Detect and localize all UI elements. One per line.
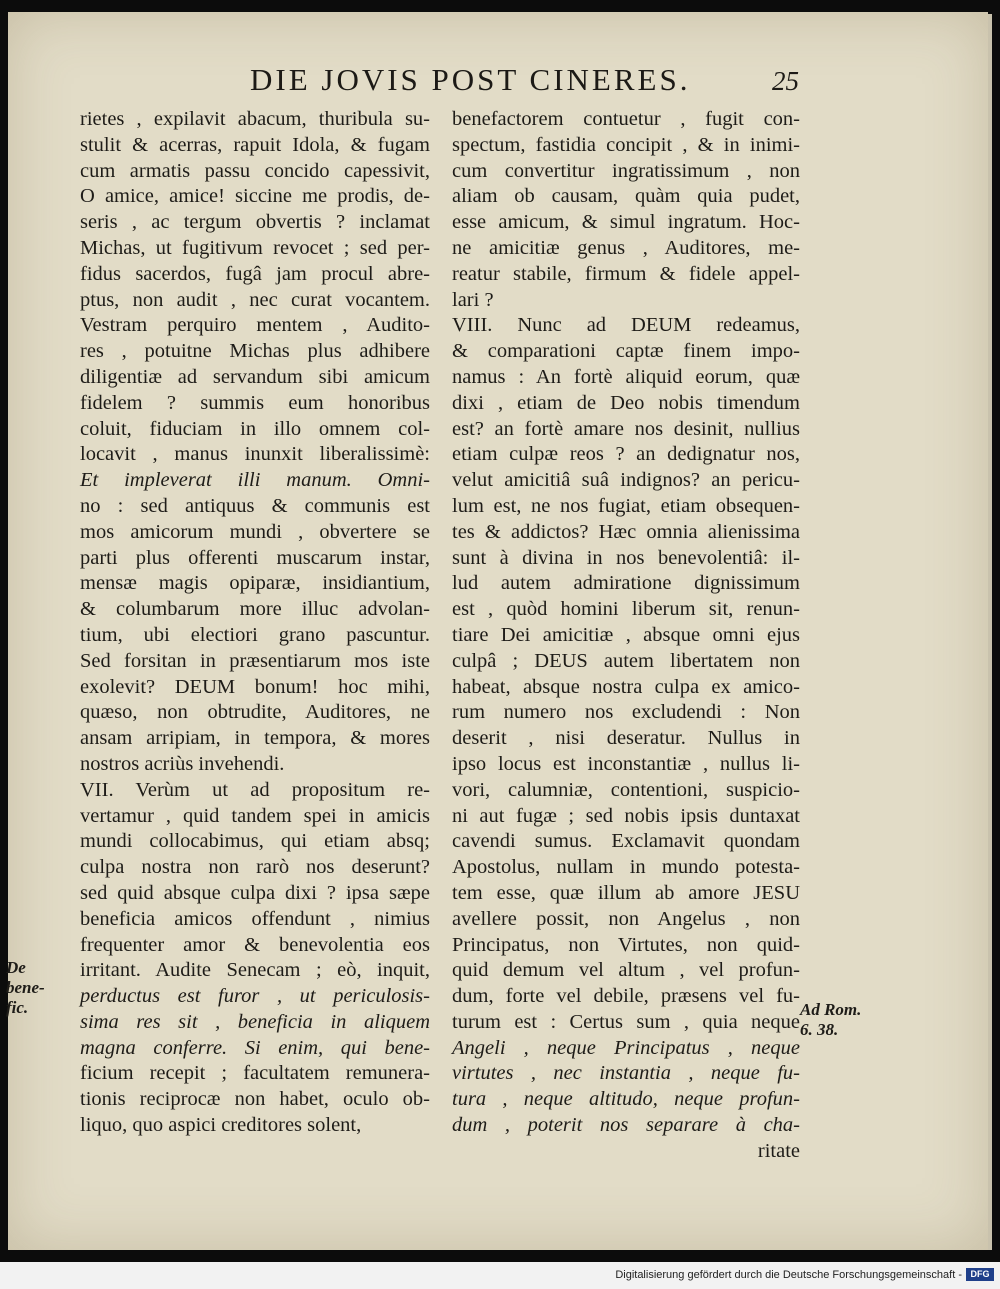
text-line: tiare Dei amicitiæ , absque omni ejus	[452, 623, 800, 646]
text-line: VIII. Nunc ad DEUM redeamus,	[452, 314, 800, 337]
text-line: vertamur , quid tandem spei in amicis	[80, 804, 430, 827]
text-line: res , potuitne Michas plus adhibere	[80, 340, 430, 363]
text-line: & columbarum more illuc advolan-	[80, 598, 430, 621]
text-line: fidelem ? summis eum honoribus	[80, 391, 430, 414]
text-line: deserit , nisi deseratur. Nullus in	[452, 727, 800, 750]
text-line: cavendi sumus. Exclamavit quondam	[452, 830, 800, 853]
text-line: velut amicitiâ suâ indignos? an pericu-	[452, 469, 800, 492]
text-line: locavit , manus inunxit liberalissimè:	[80, 443, 430, 466]
text-line: ficium recepit ; facultatem remunera-	[80, 1062, 430, 1085]
text-line: tem esse, quæ illum ab amore JESU	[452, 881, 800, 904]
text-line: seris , ac tergum obvertis ? inclamat	[80, 211, 430, 234]
margin-note-right: Ad Rom. 6. 38.	[800, 1000, 862, 1039]
text-line: sed quid absque culpa dixi ? ipsa sæpe	[80, 881, 430, 904]
margin-note-left: De bene- fic.	[6, 958, 45, 1017]
text-line: dum, forte vel debile, præsens vel fu-	[452, 985, 800, 1008]
text-line: coluit, fiduciam in illo omnem col-	[80, 417, 430, 440]
text-line: parti plus offerenti muscarum instar,	[80, 546, 430, 569]
text-line: aliam ob causam, quàm quia pudet,	[452, 185, 800, 208]
text-line: vori, calumniæ, contentioni, suspicio-	[452, 778, 800, 801]
text-line: Et impleverat illi manum. Omni-	[80, 469, 430, 492]
left-text-column	[80, 107, 430, 1139]
digitization-footer	[0, 1262, 1000, 1289]
right-text-column	[452, 107, 800, 1165]
text-line: sunt à divina in nos benevolentiâ: il-	[452, 546, 800, 569]
text-line: ansam arripiam, in tempora, & mores	[80, 727, 430, 750]
page-number: 25	[772, 66, 799, 96]
text-line: ritate	[757, 1139, 800, 1162]
text-line: turum est : Certus sum , quia neque	[452, 1010, 800, 1033]
text-line: lud autem admiratione dignissimum	[452, 572, 800, 595]
text-line: stulit & acerras, rapuit Idola, & fugam	[80, 133, 430, 156]
text-line: Michas, ut fugitivum revocet ; sed per-	[80, 236, 430, 259]
text-line: ptus, non audit , nec curat vocantem.	[80, 288, 430, 311]
text-line: beneficia amicos offendunt , nimius	[80, 907, 430, 930]
text-line: lari ?	[452, 288, 494, 311]
text-line: tionis reciprocæ non habet, oculo ob-	[80, 1088, 430, 1111]
text-line: irritant. Audite Senecam ; eò, inquit,	[80, 959, 430, 982]
text-line: quæso, non obtrudite, Auditores, ne	[80, 701, 430, 724]
text-line: virtutes , nec instantia , neque fu-	[452, 1062, 800, 1085]
text-line: culpa nostra non rarò nos deserunt?	[80, 856, 430, 879]
dfg-logo[interactable]: DFG	[966, 1268, 994, 1281]
text-line: perductus est furor , ut periculosis-	[80, 985, 430, 1008]
text-line: avellere possit, non Angelus , non	[452, 907, 800, 930]
text-line: cum convertitur ingratissimum , non	[452, 159, 800, 182]
text-line: benefactorem contuetur , fugit con-	[452, 108, 800, 130]
text-line: VII. Verùm ut ad propositum re-	[80, 778, 430, 801]
text-line: diligentiæ ad servandum sibi amicum	[80, 365, 430, 388]
text-line: nostros acriùs invehendi.	[80, 752, 285, 775]
text-line: sima res sit , beneficia in aliquem	[80, 1010, 430, 1033]
text-line: Sed forsitan in præsentiarum mos iste	[80, 649, 430, 672]
text-line: mundi collocabimus, qui etiam absq;	[80, 830, 430, 853]
text-line: etiam culpæ reos ? an dedignatur nos,	[452, 443, 800, 466]
text-line: dum , poterit nos separare à cha-	[452, 1114, 800, 1137]
text-line: Angeli , neque Principatus , neque	[452, 1036, 800, 1059]
text-line: rietes , expilavit abacum, thuribula su-	[80, 108, 430, 130]
text-line: culpâ ; DEUS autem libertatem non	[452, 649, 800, 672]
text-line: magna conferre. Si enim, qui bene-	[80, 1036, 430, 1059]
text-line: esse amicum, & simul ingratum. Hoc-	[452, 211, 800, 234]
text-line: tium, ubi electiori grano pascuntur.	[80, 623, 430, 646]
running-head: DIE JOVIS POST CINERES.	[250, 62, 691, 97]
text-line: est , quòd homini liberum sit, renun-	[452, 598, 800, 621]
text-line: reatur stabile, firmum & fidele appel-	[452, 262, 800, 285]
text-line: ni aut fugæ ; sed nobis ipsis duntaxat	[452, 804, 800, 827]
text-line: habeat, absque nostra culpa ex amico-	[452, 675, 800, 698]
text-line: Apostolus, nullam in mundo potesta-	[452, 856, 800, 879]
text-line: namus : An fortè aliquid eorum, quæ	[452, 365, 800, 388]
text-line: liquo, quo aspici creditores solent,	[80, 1114, 362, 1137]
text-line: ipso locus est inconstantiæ , nullus li-	[452, 752, 800, 775]
text-line: mos amicorum mundi , obvertere se	[80, 520, 430, 543]
text-line: est? an fortè amare nos desinit, nullius	[452, 417, 800, 440]
text-line: Vestram perquiro mentem , Audito-	[80, 314, 430, 337]
text-line: fidus sacerdos, fugâ jam procul abre-	[80, 262, 430, 285]
text-line: tura , neque altitudo, neque profun-	[452, 1088, 800, 1111]
text-line: ne amicitiæ genus , Auditores, me-	[452, 236, 800, 259]
text-line: dixi , etiam de Deo nobis timendum	[452, 391, 800, 414]
text-line: quid demum vel altum , vel profun-	[452, 959, 800, 982]
footer-credit-text: Digitalisierung gefördert durch die Deutsche Forschungsgemeinschaft -	[615, 1269, 962, 1281]
text-line: no : sed antiquus & communis est	[80, 494, 430, 517]
text-line: & comparationi captæ finem impo-	[452, 340, 800, 363]
text-line: rum numero nos excludendi : Non	[452, 701, 800, 724]
text-line: exolevit? DEUM bonum! hoc mihi,	[80, 675, 430, 698]
text-line: mensæ magis opiparæ, insidiantium,	[80, 572, 430, 595]
text-line: tes & addictos? Hæc omnia alienissima	[452, 520, 800, 543]
text-line: spectum, fastidia concipit , & in inimi-	[452, 133, 800, 156]
text-line: frequenter amor & benevolentia eos	[80, 933, 430, 956]
text-line: O amice, amice! siccine me prodis, de-	[80, 185, 430, 208]
text-line: Principatus, non Virtutes, non quid-	[452, 933, 800, 956]
text-line: lum est, ne nos fugiat, etiam obsequen-	[452, 494, 800, 517]
text-line: cum armatis passu concido capessivit,	[80, 159, 430, 182]
